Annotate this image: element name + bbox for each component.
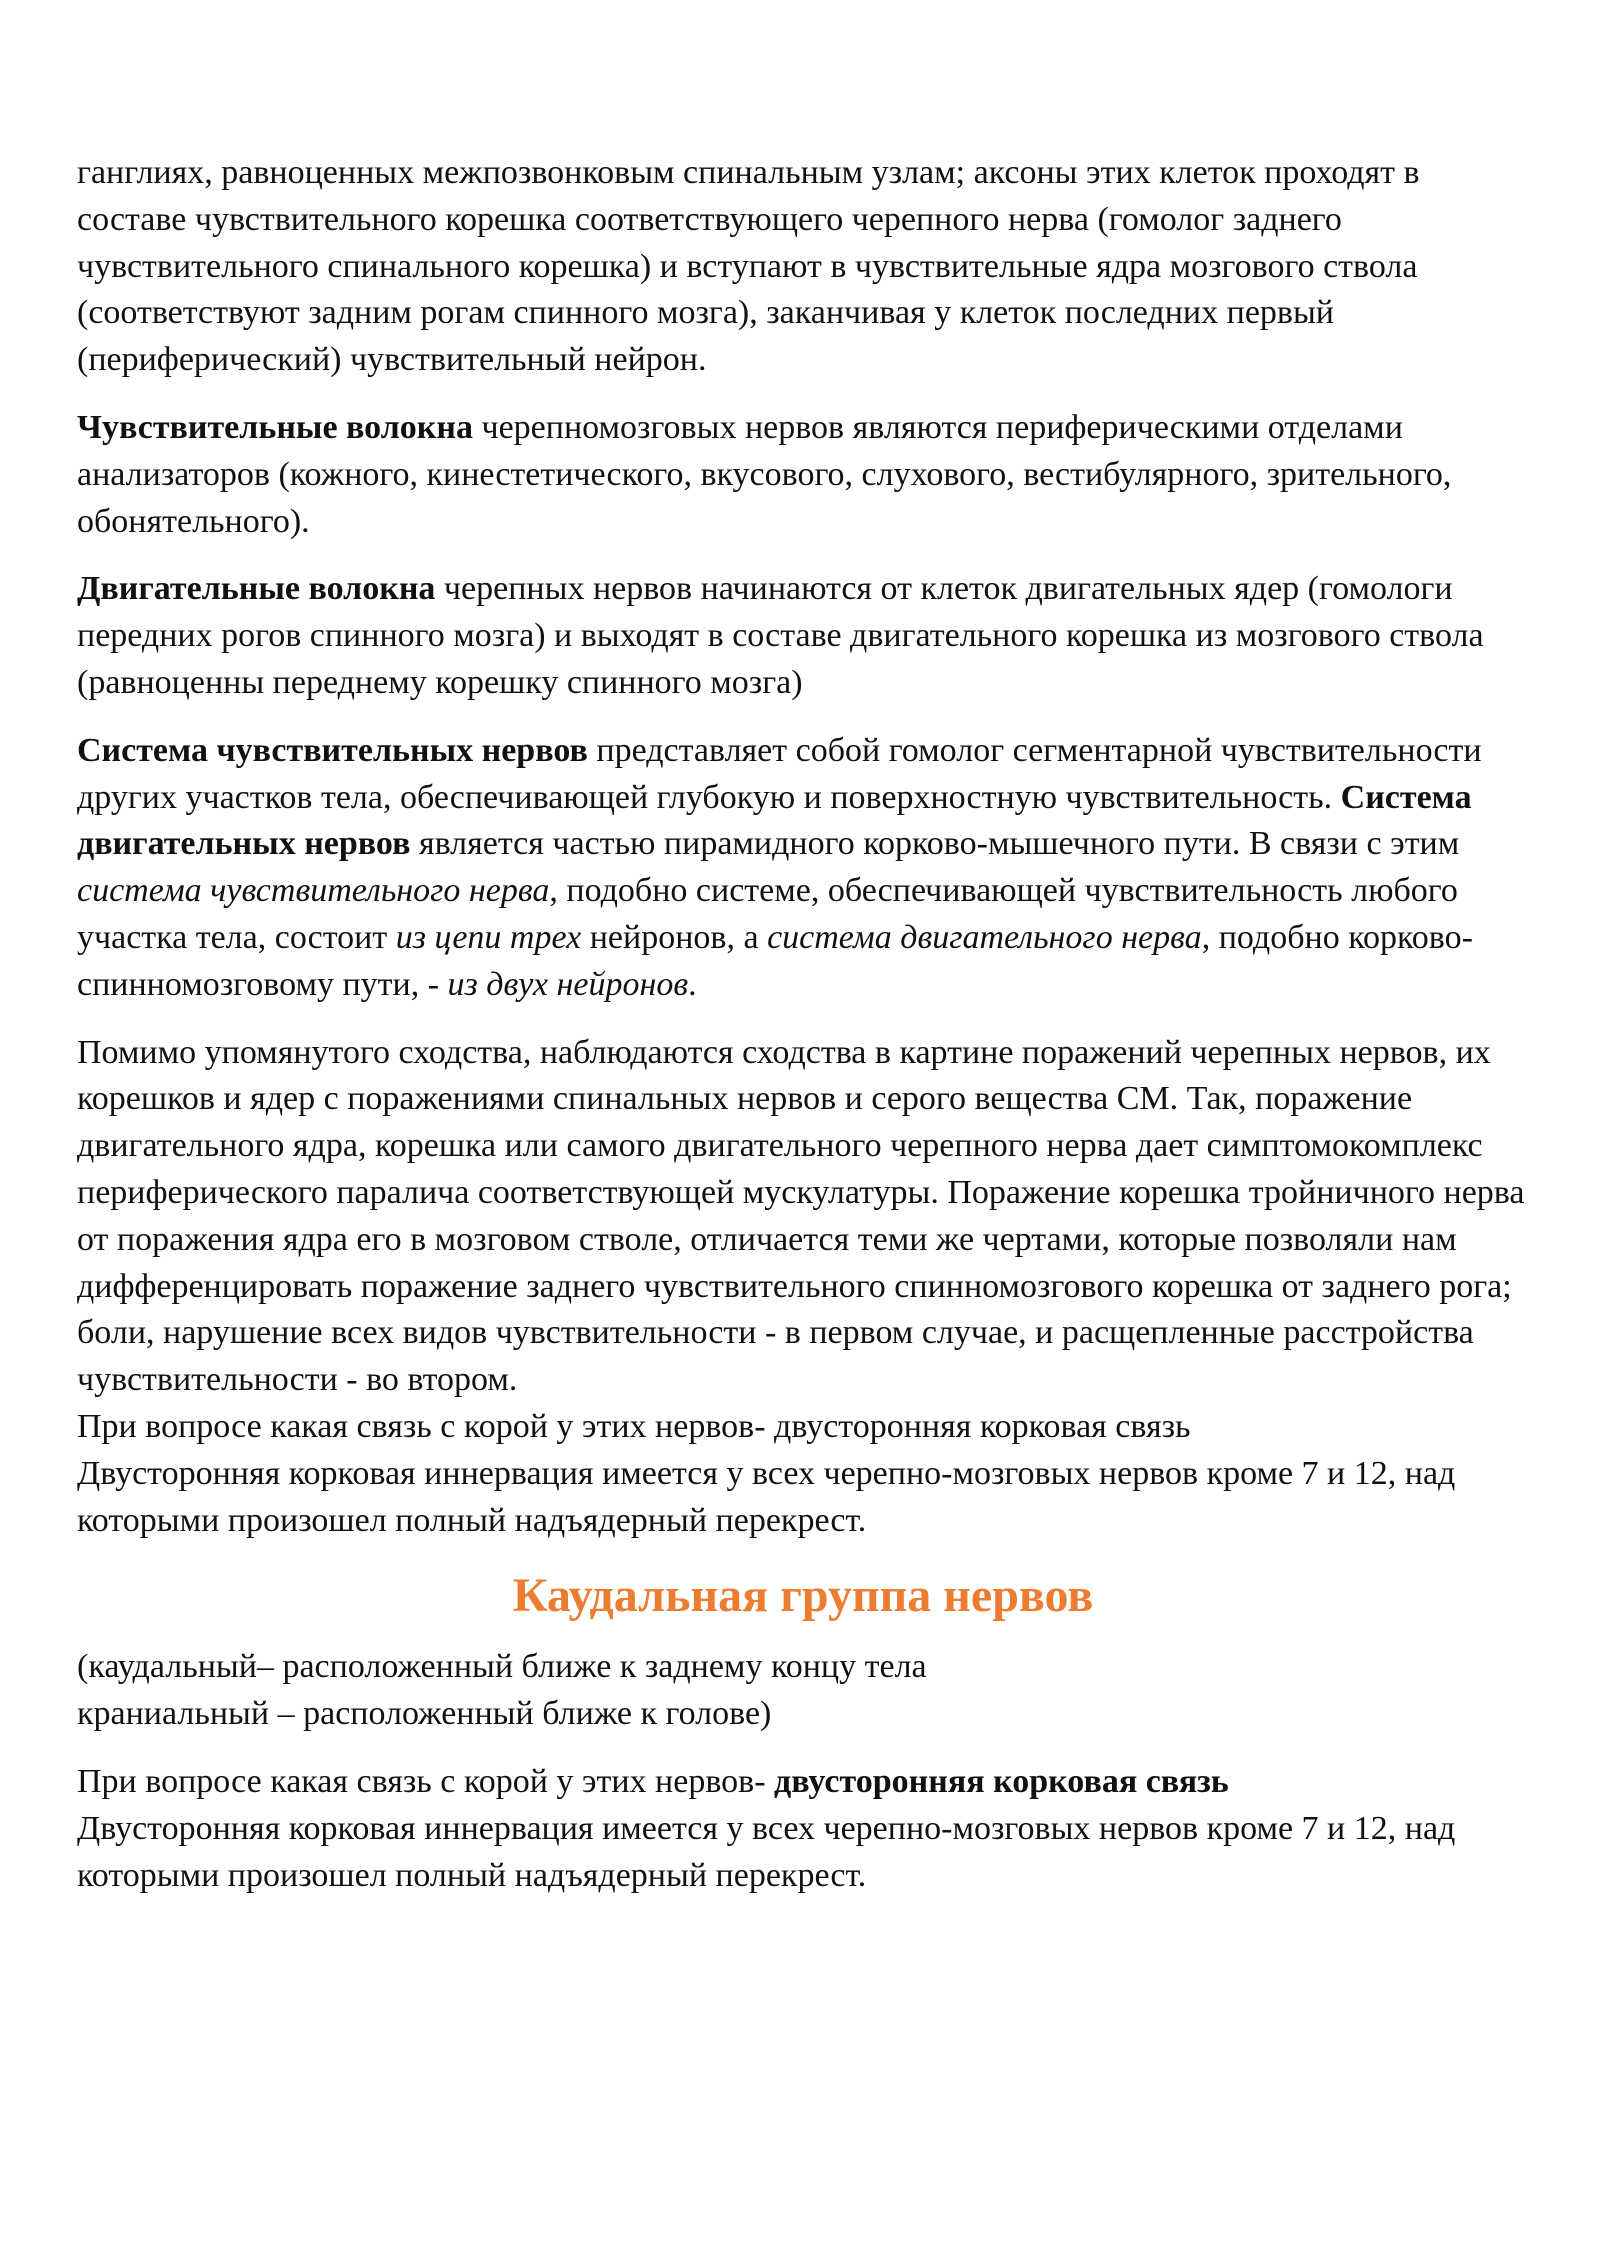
cortical-innervation-line: Двусторонняя корковая иннервация имеется у всех черепно-мозговых нервов кроме 7 и 12, над которыми произошел полный надъядерный перекрест. [77, 1454, 1456, 1539]
cortical-question-line: При вопросе какая связь с корой у этих нервов- двусторонняя корковая связь [77, 1407, 1191, 1445]
text-segment: . [688, 965, 697, 1003]
section-heading-caudal-group: Каудальная группа нервов [512, 1569, 1094, 1623]
text-segment: нейронов, а [581, 918, 768, 956]
italic-three-neuron-chain: из цепи трех [395, 918, 582, 956]
paragraph-ganglia-text: ганглиях, равноценных межпозвонковым спинальным узлам; аксоны этих клеток проходят в составе чувствительного корешка соответствующего черепного нерва (гомолог заднего чувствительного спинального корешка) и вступают в чувствительные ядра мозгового ствола (соответствуют задним рогам спинного мозга), заканчивая у клеток последних первый (периферический) чувствительный нейрон. [77, 154, 1420, 379]
italic-motor-nerve-system: система двигательного нерва [767, 918, 1202, 956]
italic-two-neurons: из двух нейронов [447, 965, 689, 1003]
paragraph-lesion-similarity-text: Помимо упомянутого сходства, наблюдаются сходства в картине поражений черепных нервов, их корешков и ядер с поражениями спинальных нервов и серого вещества СМ. Так, поражение двигательного ядра, корешка или самого двигательного черепного нерва дает симптомокомплекс периферического паралича соответствующей мускулатуры. Поражение корешка тройничного нерва от поражения ядра его в мозговом стволе, отличается теми же чертами, которые позволяли нам дифференцировать поражение заднего чувствительного спинномозгового корешка от заднего рога; боли, нарушение всех видов чувствительности - в первом случае, и расщепленные расстройства чувствительности - во втором. [77, 1033, 1525, 1399]
paragraph-definitions [77, 1644, 1529, 1738]
term-motor-system: Система двигательных нервов [77, 778, 1472, 863]
definition-cranial: краниальный – расположенный ближе к голове) [77, 1695, 772, 1733]
caudal-innervation-line: Двусторонняя корковая иннервация имеется у всех черепно-мозговых нервов кроме 7 и 12, над которыми произошел полный надъядерный перекрест. [77, 1809, 1456, 1894]
paragraph-motor-fibers-text: черепных нервов начинаются от клеток двигательных ядер (гомологи передних рогов спинного мозга) и выходят в составе двигательного корешка из мозгового ствола (равноценны переднему корешку спинного мозга) [77, 570, 1484, 701]
paragraph-lesion-similarity [77, 1030, 1529, 1404]
text-segment: является частью пирамидного корково-мышечного пути. В связи с этим [410, 825, 1460, 863]
text-segment: представляет собой гомолог сегментарной чувствительности других участков тела, обеспечивающей глубокую и поверхностную чувствительность. [77, 731, 1482, 816]
paragraph-cortical-connection [77, 1404, 1529, 1544]
definition-caudal: (каудальный– расположенный ближе к заднему концу тела [77, 1648, 927, 1686]
paragraph-sensory-fibers-text: черепномозговых нервов являются периферическими отделами анализаторов (кожного, кинестетического, вкусового, слухового, вестибулярного, зрительного, обонятельного). [77, 408, 1452, 540]
paragraph-ganglia [77, 150, 1529, 384]
paragraph-motor-fibers [77, 566, 1529, 706]
italic-sensory-nerve-system: система чувствительного нерва [77, 872, 550, 910]
term-sensory-system: Система чувствительных нервов [77, 731, 588, 769]
term-motor-fibers: Двигательные волокна [77, 570, 436, 608]
term-sensory-fibers: Чувствительные волокна [77, 408, 473, 446]
paragraph-sensory-fibers [77, 405, 1529, 545]
document-body [77, 150, 1529, 1920]
text-segment: , подобно корково-спинномозговому пути, - [77, 918, 1473, 1003]
text-segment: , подобно системе, обеспечивающей чувствительность любого участка тела, состоит [77, 872, 1458, 956]
term-bilateral-connection: двусторонняя корковая связь [774, 1762, 1229, 1800]
paragraph-caudal-cortical [77, 1759, 1529, 1899]
paragraph-nerve-systems [77, 728, 1529, 1009]
caudal-question-text: При вопросе какая связь с корой у этих нервов- [77, 1762, 775, 1800]
